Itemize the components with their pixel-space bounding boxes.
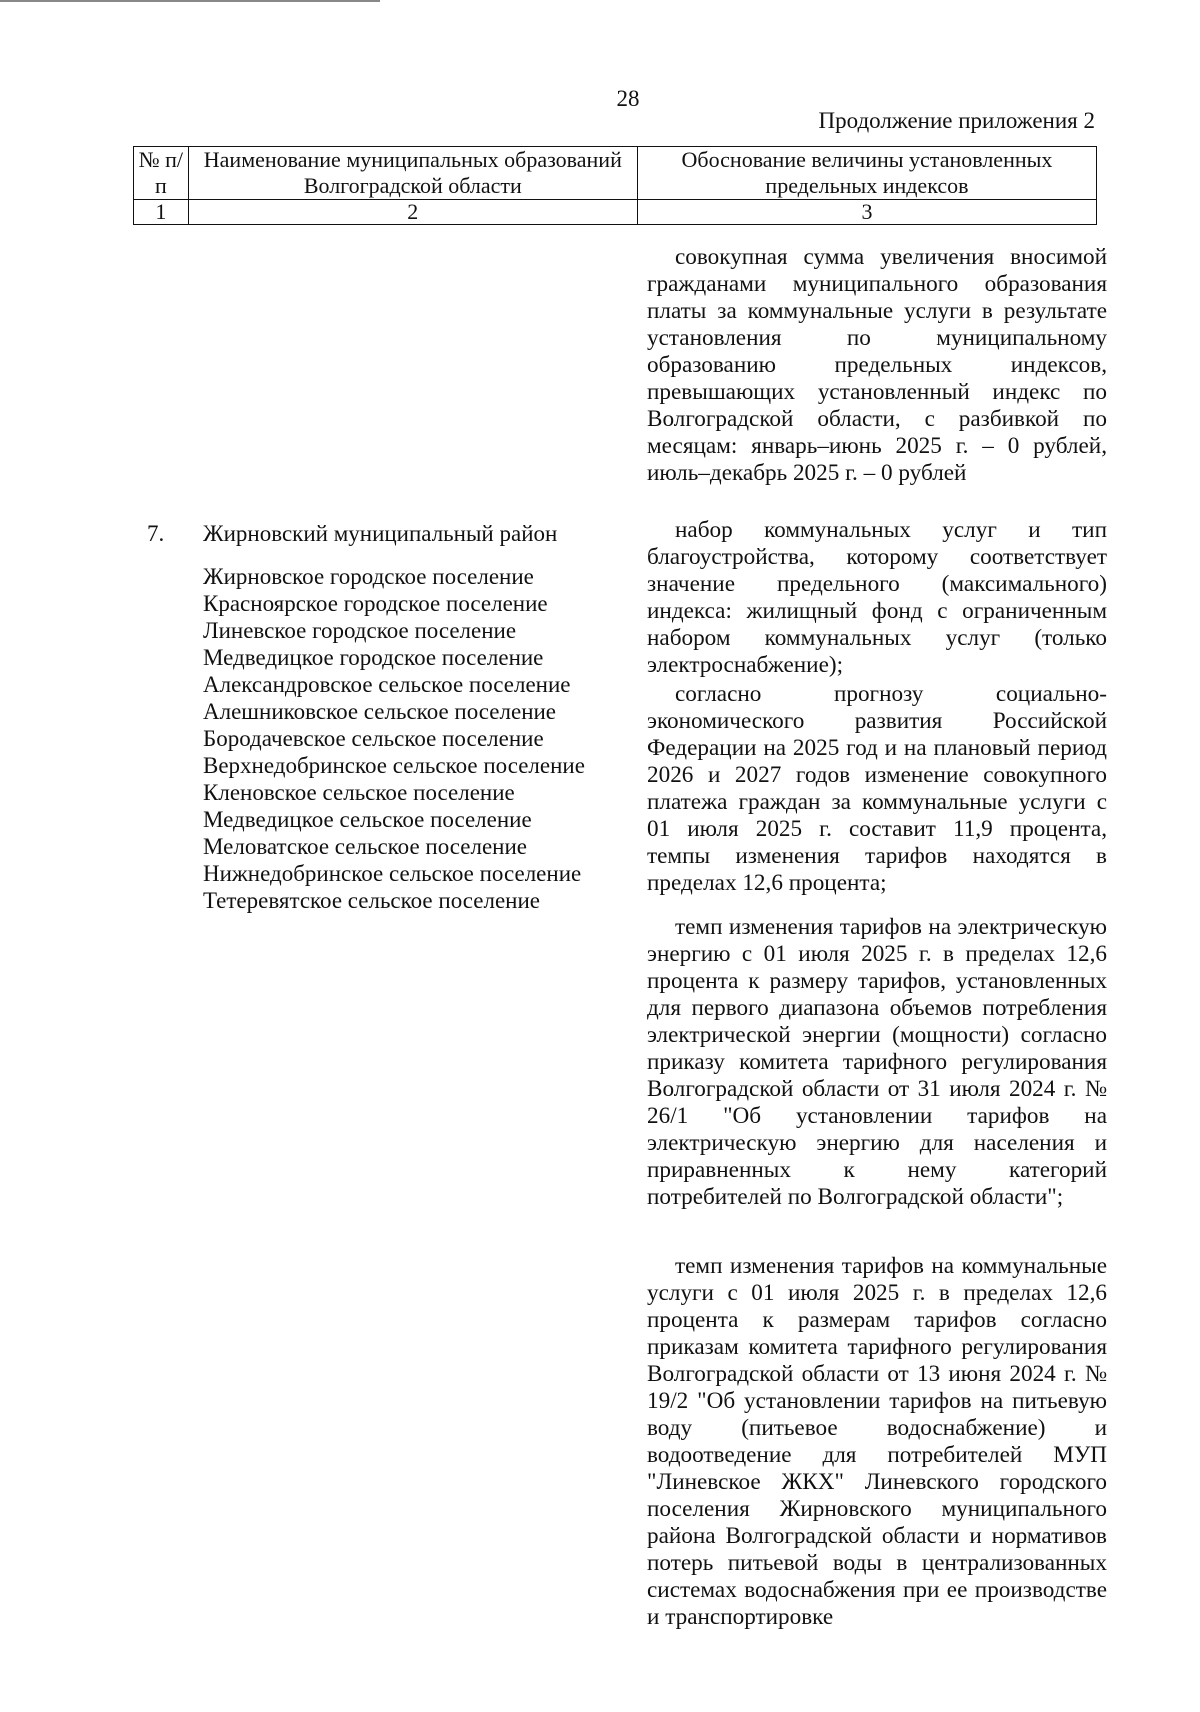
page-number: 28: [616, 86, 640, 111]
table-column-numbers-row: [134, 200, 1097, 225]
list-item: Меловатское сельское поселение: [203, 834, 527, 859]
list-item: Жирновское городское поселение: [203, 564, 534, 589]
row-number: 7.: [147, 521, 165, 546]
list-item: Красноярское городское поселение: [203, 591, 548, 616]
justification-paragraph-1: набор коммунальных услуг и тип благоустройства, которому соответствует значение предельного (максимального) индекса: жилищный фонд с ограниченным набором коммунальных услуг (только электроснабжение);: [647, 517, 1107, 678]
justification-paragraph-2: согласно прогнозу социально-экономического развития Российской Федерации на 2025 год и на плановый период 2026 и 2027 годов изменение совокупного платежа граждан за коммунальные услуги с 01 июля 2025 г. составит 11,9 процента, темпы изменения тарифов находятся в пределах 12,6 процента;: [647, 681, 1107, 896]
list-item: Кленовское сельское поселение: [203, 780, 515, 805]
list-item: Тетеревятское сельское поселение: [203, 888, 540, 913]
column-number-1: 1: [134, 200, 189, 225]
appendix-continuation-label: Продолжение приложения 2: [818, 108, 1095, 133]
scan-top-edge-line: [0, 0, 380, 2]
header-col-number: № п/п: [134, 147, 189, 200]
list-item: Бородачевское сельское поселение: [203, 726, 544, 751]
list-item: Нижнедобринское сельское поселение: [203, 861, 582, 886]
justification-paragraph-4: темп изменения тарифов на коммунальные услуги с 01 июля 2025 г. в пределах 12,6 процента к размерам тарифов согласно приказам комитета тарифного регулирования Волгоградской области от 13 июня 2024 г. № 19/2 "Об установлении тарифов на питьевую воду (питьевое водоснабжение) и водоотведение для потребителей МУП "Линевское ЖКХ" Линевского городского поселения Жирновского муниципального района Волгоградской области и нормативов потерь питьевой воды в централизованных системах водоснабжения при ее производстве и транспортировке: [647, 1253, 1107, 1630]
list-item: Александровское сельское поселение: [203, 672, 571, 697]
continued-justification-paragraph: совокупная сумма увеличения вносимой гражданами муниципального образования платы за коммунальные услуги в результате установления по муниципальному образованию предельных индексов, превышающих установленный индекс по Волгоградской области, с разбивкой по месяцам: январь–июнь 2025 г. – 0 рублей, июль–декабрь 2025 г. – 0 рублей: [647, 244, 1107, 486]
list-item: Медведицкое городское поселение: [203, 645, 544, 670]
list-item: Линевское городское поселение: [203, 618, 517, 643]
settlement-list: [203, 563, 585, 914]
header-col-justification: Обоснование величины установленных предельных индексов: [637, 147, 1096, 200]
table-header-row: [134, 147, 1097, 200]
list-item: Алешниковское сельское поселение: [203, 699, 557, 724]
table-header: [133, 146, 1097, 225]
list-item: Медведицкое сельское поселение: [203, 807, 532, 832]
district-name: Жирновский муниципальный район: [203, 521, 558, 546]
column-number-2: 2: [188, 200, 637, 225]
column-number-3: 3: [637, 200, 1096, 225]
justification-paragraph-3: темп изменения тарифов на электрическую энергию с 01 июля 2025 г. в пределах 12,6 процента к размеру тарифов, установленных для первого диапазона объемов потребления электрической энергии (мощности) согласно приказу комитета тарифного регулирования Волгоградской области от 31 июля 2024 г. № 26/1 "Об установлении тарифов на электрическую энергию для населения и приравненных к нему категорий потребителей по Волгоградской области";: [647, 914, 1107, 1210]
header-col-municipality: Наименование муниципальных образований Волгоградской области: [188, 147, 637, 200]
list-item: Верхнедобринское сельское поселение: [203, 753, 585, 778]
